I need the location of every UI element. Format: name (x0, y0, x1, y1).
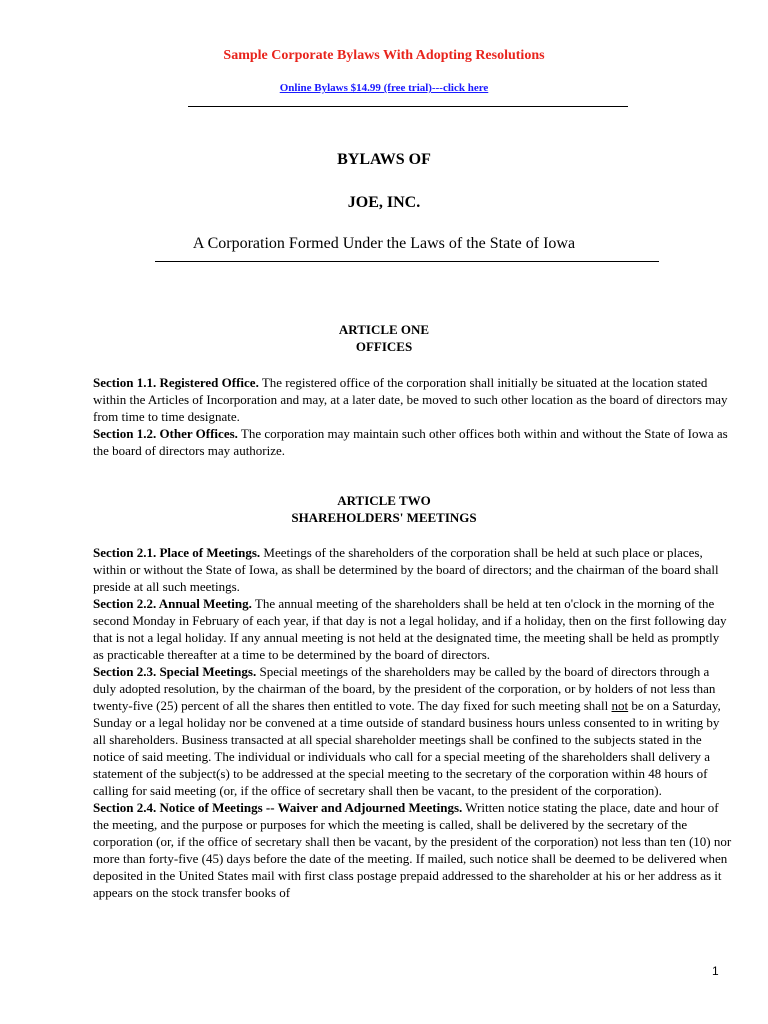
section-paragraph (93, 374, 733, 425)
divider (188, 106, 628, 107)
article-two-heading (0, 492, 768, 526)
section-title: Section 2.2. Annual Meeting. (93, 596, 252, 611)
document-title: BYLAWS OF (337, 151, 431, 168)
section-text: The corporation may maintain such other offices both within and without the State of Iowa as the board of directors may authorize. (93, 426, 728, 458)
section-title: Section 1.1. Registered Office. (93, 375, 259, 390)
section-text: The registered office of the corporation shall initially be situated at the location stated within the Articles of Incorporation and may, at a later date, be moved to such other location as the board of directors may from time to time designate. (93, 375, 728, 424)
divider (155, 261, 659, 262)
section-paragraph (93, 595, 733, 663)
section-text: Special meetings of the shareholders may be called by the board of directors through a duly adopted resolution, by the chairman of the board, by the president of the corporation, or by holders of not less than twenty-five (25) percent of all the shares then entitled to vote. The day fixed for such meeting shall (93, 664, 716, 713)
section-title: Section 1.2. Other Offices. (93, 426, 238, 441)
section-title: Section 2.4. Notice of Meetings -- Waiver and Adjourned Meetings. (93, 800, 463, 815)
section-text: Written notice stating the place, date and hour of the meeting, and the purpose or purposes for which the meeting is called, shall be delivered by the secretary of the corporation (or, if the office of secretary shall then be vacant, by the president of the corporation) not less than ten (10) nor more than forty-five (45) days before the date of the meeting. If mailed, such notice shall be deemed to be delivered when deposited in the United States mail with first class postage prepaid addressed to the shareholder at his or her address as it appears on the stock transfer books of (93, 800, 732, 900)
section-paragraph (93, 425, 733, 459)
section-text: Meetings of the shareholders of the corporation shall be held at such place or places, within or without the State of Iowa, as shall be determined by the board of directors; and the chairman of the board shall preside at all such meetings. (93, 545, 719, 594)
section-title: Section 2.1. Place of Meetings. (93, 545, 261, 560)
ad-title: Sample Corporate Bylaws With Adopting Resolutions (223, 48, 545, 63)
article-two-sections (93, 544, 733, 901)
section-text: The annual meeting of the shareholders shall be held at ten o'clock in the morning of the second Monday in February of each year, if that day is not a legal holiday, and if a holiday, then on the first following day that is not a legal holiday. If any annual meeting is not held at the designated time, the meeting shall be held as promptly as practicable thereafter at a time to be determined by the board of directors. (93, 596, 727, 662)
company-name: JOE, INC. (347, 194, 421, 211)
article-name: SHAREHOLDERS' MEETINGS (291, 510, 477, 525)
section-title: Section 2.3. Special Meetings. (93, 664, 257, 679)
section-text: be on a Saturday, Sunday or a legal holiday nor be convened at a time outside of standard business hours unless consented to in writing by all shareholders. Business transacted at all special shareholder meetings shall be confined to the subjects stated in the notice of said meeting. The individual or individuals who call for a special meeting of the shareholders shall delivery a statement of the subject(s) to be addressed at the special meeting to the secretary of the corporation within 48 hours of calling for said meeting (or, if the office of secretary shall then be vacant, to the president of the corporation). (93, 698, 721, 798)
document-subtitle: A Corporation Formed Under the Laws of the State of Iowa (192, 235, 576, 252)
emphasis-not: not (611, 698, 629, 713)
article-number: ARTICLE TWO (337, 493, 431, 508)
article-one-heading (0, 321, 768, 355)
article-number: ARTICLE ONE (338, 322, 430, 337)
article-one-sections (93, 374, 733, 459)
section-paragraph (93, 544, 733, 595)
page-number: 1 (712, 964, 719, 978)
section-paragraph (93, 799, 733, 901)
section-paragraph (93, 663, 733, 799)
article-name: OFFICES (355, 339, 413, 354)
online-bylaws-link[interactable]: Online Bylaws $14.99 (free trial)---click here (279, 82, 489, 94)
